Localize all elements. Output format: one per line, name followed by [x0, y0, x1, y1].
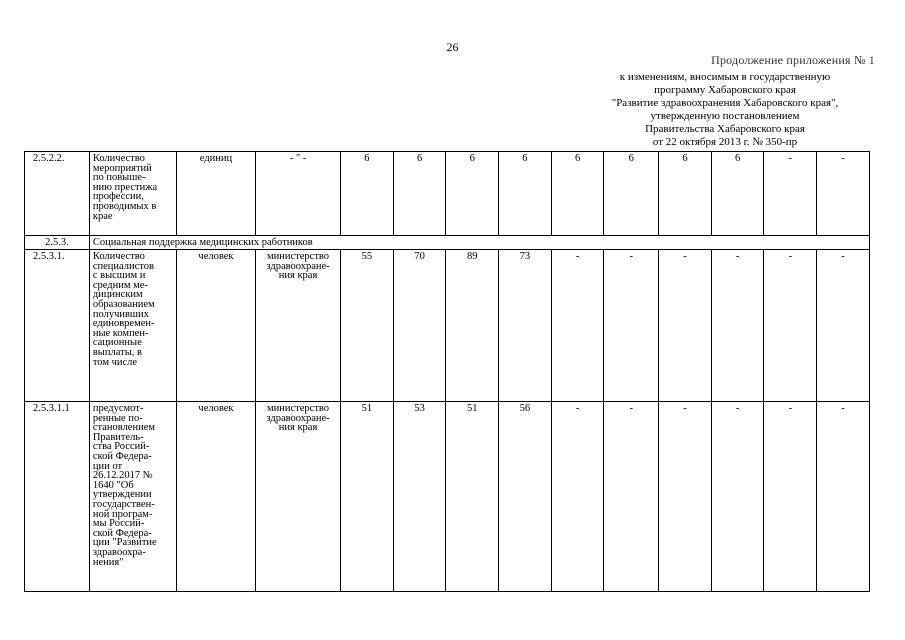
responsible-cell: - " - [255, 152, 340, 236]
header-line: утвержденную постановлением [650, 110, 800, 122]
value-cell: 73 [499, 250, 552, 402]
value-cell: - [604, 250, 659, 402]
page-number: 26 [446, 40, 459, 54]
value-cell: - [711, 250, 764, 402]
responsible-cell: министерство здравоохране- ния края [255, 402, 340, 592]
value-cell: 6 [551, 152, 604, 236]
section-title: Социальная поддержка медицинских работников [89, 236, 869, 250]
value-cell: - [817, 402, 870, 592]
table-row [25, 402, 870, 592]
row-number: 2.5.3. [25, 236, 90, 250]
value-cell: - [711, 402, 764, 592]
value-cell: - [604, 402, 659, 592]
value-cell: - [817, 250, 870, 402]
appendix-header-block [560, 71, 890, 149]
indicators-table [24, 151, 870, 592]
value-cell: - [817, 152, 870, 236]
value-cell: 51 [446, 402, 499, 592]
header-line: от 22 октября 2013 г. № 350-пр [652, 136, 798, 148]
value-cell: 6 [711, 152, 764, 236]
value-cell: 70 [393, 250, 446, 402]
row-number: 2.5.3.1. [25, 250, 90, 402]
value-cell: 6 [446, 152, 499, 236]
indicator-name: Количество специалистов с высшим и средним ме- дицинским образованием получивших единовремен- ные компен- сационные выплаты, в том числе [89, 250, 176, 402]
value-cell: 55 [341, 250, 394, 402]
unit-cell: единиц [176, 152, 255, 236]
value-cell: 89 [446, 250, 499, 402]
value-cell: - [764, 402, 817, 592]
header-line: к изменениям, вносимым в государственную [619, 71, 831, 83]
unit-cell: человек [176, 250, 255, 402]
value-cell: - [764, 250, 817, 402]
section-row [25, 236, 870, 250]
row-number: 2.5.3.1.1 [25, 402, 90, 592]
value-cell: - [659, 250, 712, 402]
value-cell: 6 [393, 152, 446, 236]
table-row [25, 250, 870, 402]
indicator-name: Количество мероприятий по повыше- нию престижа профессии, проводимых в крае [89, 152, 176, 236]
header-line: "Развитие здравоохранения Хабаровского края", [611, 97, 839, 109]
value-cell: - [659, 402, 712, 592]
header-line: программу Хабаровского края [654, 84, 796, 96]
responsible-cell: министерство здравоохране- ния края [255, 250, 340, 402]
value-cell: 51 [341, 402, 394, 592]
value-cell: - [551, 250, 604, 402]
unit-cell: человек [176, 402, 255, 592]
value-cell: 56 [499, 402, 552, 592]
value-cell: 6 [604, 152, 659, 236]
value-cell: 53 [393, 402, 446, 592]
value-cell: - [764, 152, 817, 236]
value-cell: 6 [659, 152, 712, 236]
value-cell: 6 [341, 152, 394, 236]
indicator-name: предусмот- ренные по- становлением Правитель- ства Россий- ской Федера- ции от 26.12.2017 № 1640 "Об утверждении государствен- ной програм- мы Россий- ской Федера- ции "Развитие здравоохра- нения" [89, 402, 176, 592]
value-cell: 6 [499, 152, 552, 236]
value-cell: - [551, 402, 604, 592]
appendix-continuation-note: Продолжение приложения № 1 [711, 53, 875, 67]
header-line: Правительства Хабаровского края [645, 123, 805, 135]
row-number: 2.5.2.2. [25, 152, 90, 236]
table-row [25, 152, 870, 236]
